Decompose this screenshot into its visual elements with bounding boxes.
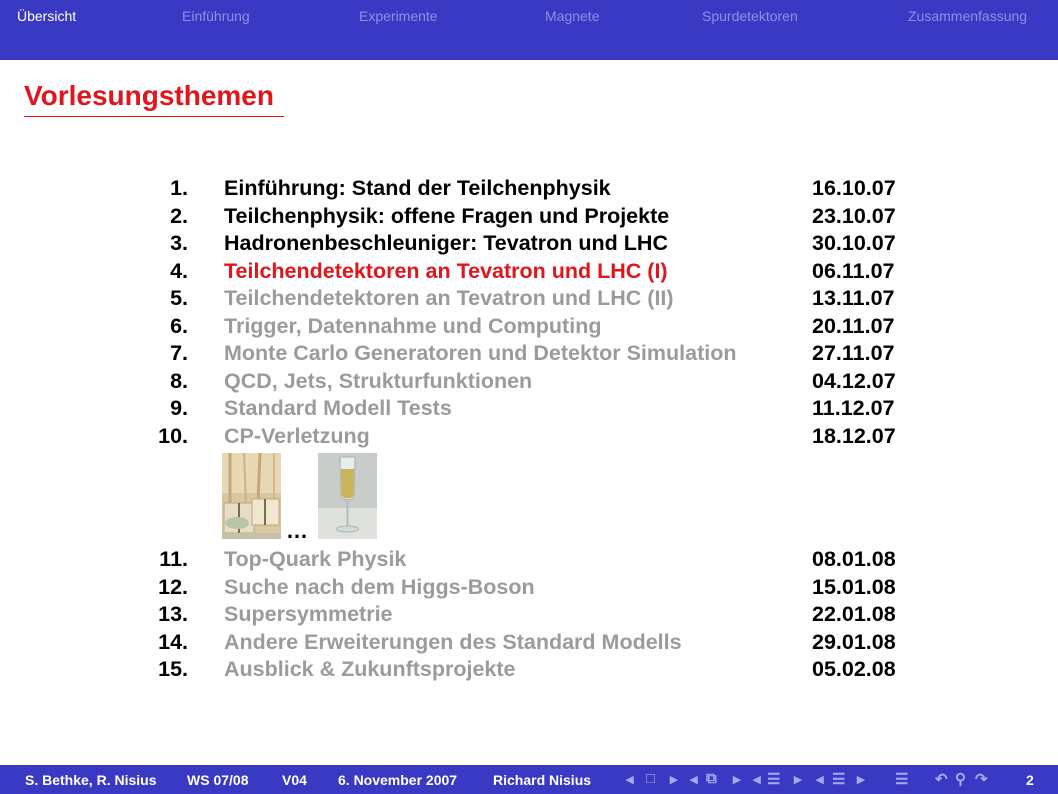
lecture-number: 12. [158, 574, 188, 599]
lecture-row [0, 231, 1058, 258]
back-icon[interactable]: ↶ [935, 771, 948, 788]
table-of-contents-icon[interactable]: ☰ [895, 771, 909, 788]
gift-packages-icon [222, 453, 281, 539]
title-underline [24, 116, 284, 117]
champagne-glass-picture [318, 453, 377, 539]
lecture-number: 3. [170, 231, 188, 255]
next-subsection-arrow-icon[interactable]: ▸ [733, 771, 741, 788]
nav-item-einfuehrung[interactable]: Einführung [182, 8, 250, 24]
header-nav-bar [0, 0, 1058, 60]
lecture-row-current [0, 259, 1058, 286]
lecture-topic: Suche nach dem Higgs-Boson [224, 574, 535, 599]
lecture-date: 18.12.07 [812, 423, 896, 448]
lecture-date: 13.11.07 [812, 286, 895, 310]
lecture-number: 10. [158, 423, 188, 448]
prev-subsection-arrow-icon[interactable]: ◂ [690, 771, 698, 788]
lecture-date: 08.01.08 [812, 547, 896, 571]
lecture-row [0, 396, 1058, 423]
champagne-glass-icon [318, 453, 377, 539]
slide-title: Vorlesungsthemen [24, 80, 274, 111]
lecture-date: 05.02.08 [812, 657, 896, 681]
ellipsis: … [286, 518, 310, 543]
section-list-icon[interactable]: ☰ [767, 771, 781, 788]
lecture-topic: QCD, Jets, Strukturfunktionen [224, 368, 533, 393]
lecture-topic: Supersymmetrie [224, 602, 393, 626]
prev-section-arrow-icon[interactable]: ◂ [753, 771, 761, 788]
lecture-date: 16.10.07 [812, 176, 896, 200]
lecture-row [0, 369, 1058, 396]
lecture-date: 30.10.07 [812, 231, 896, 255]
nav-item-spurdetektoren[interactable]: Spurdetektoren [702, 8, 798, 24]
lecture-date: 29.01.08 [812, 629, 896, 654]
document-list-icon[interactable]: ☰ [832, 771, 846, 788]
lecture-topic: Teilchenphysik: offene Fragen und Projekte [224, 203, 670, 228]
lecture-row [0, 424, 1058, 451]
lecture-date: 06.11.07 [812, 258, 895, 283]
next-document-arrow-icon[interactable]: ▸ [857, 771, 865, 788]
lecture-number: 1. [170, 176, 188, 200]
lecture-topic: Ausblick & Zukunftsprojekte [224, 657, 516, 681]
gift-packages-picture [222, 453, 281, 539]
lecture-number: 8. [170, 368, 188, 393]
lecture-date: 11.12.07 [812, 396, 895, 420]
lecture-date: 27.11.07 [812, 341, 895, 365]
lecture-number: 5. [170, 286, 188, 310]
lecture-number: 13. [158, 602, 188, 626]
footer-speaker: Richard Nisius [493, 772, 592, 788]
next-section-arrow-icon[interactable]: ▸ [794, 771, 802, 788]
lecture-row [0, 286, 1058, 313]
footer-bar [0, 765, 1058, 794]
nav-item-experimente[interactable]: Experimente [359, 8, 438, 24]
footer-semester: WS 07/08 [187, 772, 249, 788]
slide-frame-icon[interactable]: □ [646, 770, 656, 787]
lecture-row [0, 630, 1058, 657]
lecture-number: 6. [170, 313, 188, 338]
lecture-date: 04.12.07 [812, 368, 896, 393]
forward-icon[interactable]: ↷ [975, 771, 988, 788]
lecture-topic: CP-Verletzung [224, 423, 370, 448]
lecture-row [0, 602, 1058, 629]
nav-item-zusammenfassung[interactable]: Zusammenfassung [908, 8, 1028, 24]
lecture-topic: Hadronenbeschleuniger: Tevatron und LHC [224, 231, 668, 255]
footer-authors: S. Bethke, R. Nisius [25, 772, 157, 788]
lecture-number: 14. [158, 629, 188, 654]
lecture-date: 22.01.08 [812, 602, 896, 626]
lecture-topic: Teilchendetektoren an Tevatron und LHC (I) [224, 258, 668, 283]
search-icon[interactable]: ⚲ [955, 771, 966, 788]
subsection-frames-icon[interactable]: ⧉ [706, 770, 717, 787]
lecture-number: 9. [170, 396, 188, 420]
lecture-row [0, 204, 1058, 231]
next-slide-arrow-icon[interactable]: ▸ [670, 771, 678, 788]
lecture-date: 23.10.07 [812, 203, 896, 228]
lecture-topic: Top-Quark Physik [224, 547, 407, 571]
lecture-topic: Monte Carlo Generatoren und Detektor Simulation [224, 341, 737, 365]
prev-document-arrow-icon[interactable]: ◂ [816, 771, 824, 788]
lecture-topic: Andere Erweiterungen des Standard Modells [224, 629, 682, 654]
lecture-topic: Teilchendetektoren an Tevatron und LHC (II) [224, 286, 674, 310]
lecture-row [0, 314, 1058, 341]
footer-version: V04 [282, 772, 307, 788]
lecture-row [0, 657, 1058, 684]
lecture-row [0, 575, 1058, 602]
footer-date: 6. November 2007 [338, 772, 458, 788]
lecture-number: 15. [158, 657, 188, 681]
prev-slide-arrow-icon[interactable]: ◂ [626, 771, 634, 788]
lecture-row [0, 547, 1058, 574]
page-number: 2 [1026, 772, 1034, 788]
lecture-date: 15.01.08 [812, 574, 896, 599]
lecture-row [0, 341, 1058, 368]
lecture-topic: Trigger, Datennahme und Computing [224, 313, 602, 338]
lecture-date: 20.11.07 [812, 313, 895, 338]
lecture-number: 2. [170, 203, 188, 228]
lecture-number: 11. [159, 547, 188, 571]
lecture-row [0, 176, 1058, 203]
lecture-topic: Standard Modell Tests [224, 396, 452, 420]
lecture-topic: Einführung: Stand der Teilchenphysik [224, 176, 611, 200]
lecture-number: 7. [170, 341, 188, 365]
nav-item-magnete[interactable]: Magnete [545, 8, 600, 24]
lecture-number: 4. [170, 258, 188, 283]
nav-item-uebersicht[interactable]: Übersicht [17, 8, 77, 24]
